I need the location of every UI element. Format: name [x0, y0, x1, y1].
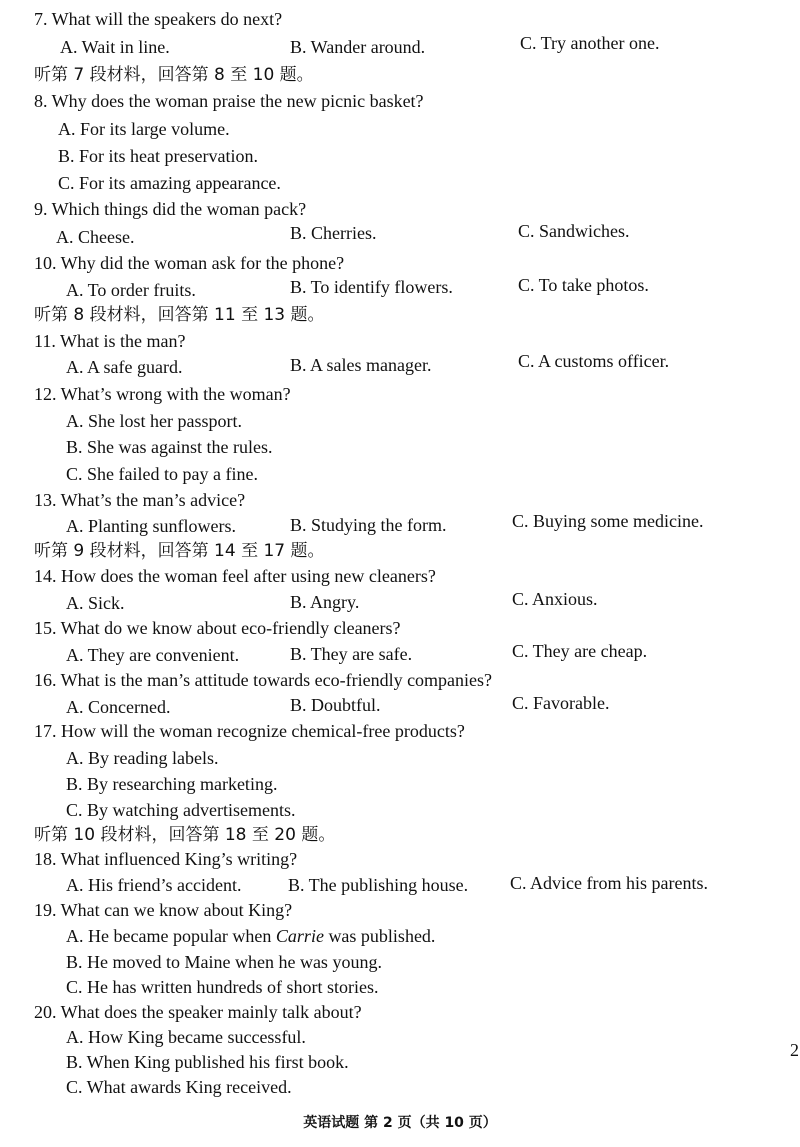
q12-option-a: A. She lost her passport. [66, 411, 242, 431]
q15-option-c: C. They are cheap. [512, 641, 648, 661]
question-16: 16. What is the man’s attitude towards eco-friendly companies? [34, 670, 493, 690]
q9-option-a: A. Cheese. [56, 227, 135, 247]
q10-option-c: C. To take photos. [518, 275, 649, 295]
q7-option-a: A. Wait in line. [60, 37, 170, 57]
q10-option-b: B. To identify flowers. [290, 277, 453, 297]
q19-option-b: B. He moved to Maine when he was young. [66, 952, 382, 972]
question-19: 19. What can we know about King? [34, 900, 293, 920]
question-18: 18. What influenced King’s writing? [34, 849, 298, 869]
section-instruction-9: 听第 9 段材料，回答第 14 至 17 题。 [34, 541, 325, 561]
q7-option-c: C. Try another one. [520, 33, 660, 53]
q9-option-b: B. Cherries. [290, 223, 377, 243]
section-instruction-8: 听第 8 段材料，回答第 11 至 13 题。 [34, 305, 325, 325]
question-7: 7. What will the speakers do next? [34, 9, 283, 29]
q17-option-c: C. By watching advertisements. [66, 800, 296, 820]
q11-option-b: B. A sales manager. [290, 355, 432, 375]
q18-option-c: C. Advice from his parents. [510, 873, 708, 893]
q16-option-c: C. Favorable. [512, 693, 610, 713]
q10-option-a: A. To order fruits. [66, 280, 196, 300]
q8-option-a: A. For its large volume. [58, 119, 230, 139]
q18-option-b: B. The publishing house. [288, 875, 469, 895]
question-14: 14. How does the woman feel after using new cleaners? [34, 566, 436, 586]
q8-option-c: C. For its amazing appearance. [58, 173, 281, 193]
question-10: 10. Why did the woman ask for the phone? [34, 253, 345, 273]
section-instruction-10: 听第 10 段材料，回答第 18 至 20 题。 [34, 825, 336, 845]
q12-option-b: B. She was against the rules. [66, 437, 273, 457]
question-17: 17. How will the woman recognize chemical-free products? [34, 721, 465, 741]
question-9: 9. Which things did the woman pack? [34, 199, 307, 219]
q20-option-b: B. When King published his first book. [66, 1052, 349, 1072]
page-edge-mark: 2 [790, 1040, 799, 1060]
question-11: 11. What is the man? [34, 331, 186, 351]
q9-option-c: C. Sandwiches. [518, 221, 630, 241]
q13-option-c: C. Buying some medicine. [512, 511, 704, 531]
q19-option-a-book-title: Carrie [275, 926, 324, 946]
question-8: 8. Why does the woman praise the new picnic basket? [34, 91, 424, 111]
q19-option-a-post: was published. [323, 926, 436, 946]
q14-option-b: B. Angry. [290, 592, 360, 612]
q11-option-a: A. A safe guard. [66, 357, 183, 377]
q18-option-a: A. His friend’s accident. [66, 875, 242, 895]
q11-option-c: C. A customs officer. [518, 351, 670, 371]
q12-option-c: C. She failed to pay a fine. [66, 464, 258, 484]
q17-option-a: A. By reading labels. [66, 748, 219, 768]
q14-option-c: C. Anxious. [512, 589, 598, 609]
q13-option-a: A. Planting sunflowers. [66, 516, 236, 536]
q15-option-a: A. They are convenient. [66, 645, 240, 665]
q16-option-b: B. Doubtful. [290, 695, 381, 715]
q17-option-b: B. By researching marketing. [66, 774, 278, 794]
q19-option-a-pre: A. He became popular when [66, 926, 276, 946]
q14-option-a: A. Sick. [66, 593, 125, 613]
q20-option-c: C. What awards King received. [66, 1077, 292, 1097]
q8-option-b: B. For its heat preservation. [58, 146, 258, 166]
q7-option-b: B. Wander around. [290, 37, 426, 57]
q20-option-a: A. How King became successful. [66, 1027, 306, 1047]
q13-option-b: B. Studying the form. [290, 515, 447, 535]
question-15: 15. What do we know about eco-friendly cleaners? [34, 618, 401, 638]
question-20: 20. What does the speaker mainly talk about? [34, 1002, 362, 1022]
question-12: 12. What’s wrong with the woman? [34, 384, 291, 404]
question-13: 13. What’s the man’s advice? [34, 490, 246, 510]
section-instruction-7: 听第 7 段材料，回答第 8 至 10 题。 [34, 65, 314, 85]
q19-option-c: C. He has written hundreds of short stories. [66, 977, 379, 997]
q19-option-a [66, 925, 435, 947]
q16-option-a: A. Concerned. [66, 697, 171, 717]
q15-option-b: B. They are safe. [290, 644, 413, 664]
page-footer: 英语试题 第 2 页（共 10 页） [303, 1115, 497, 1131]
